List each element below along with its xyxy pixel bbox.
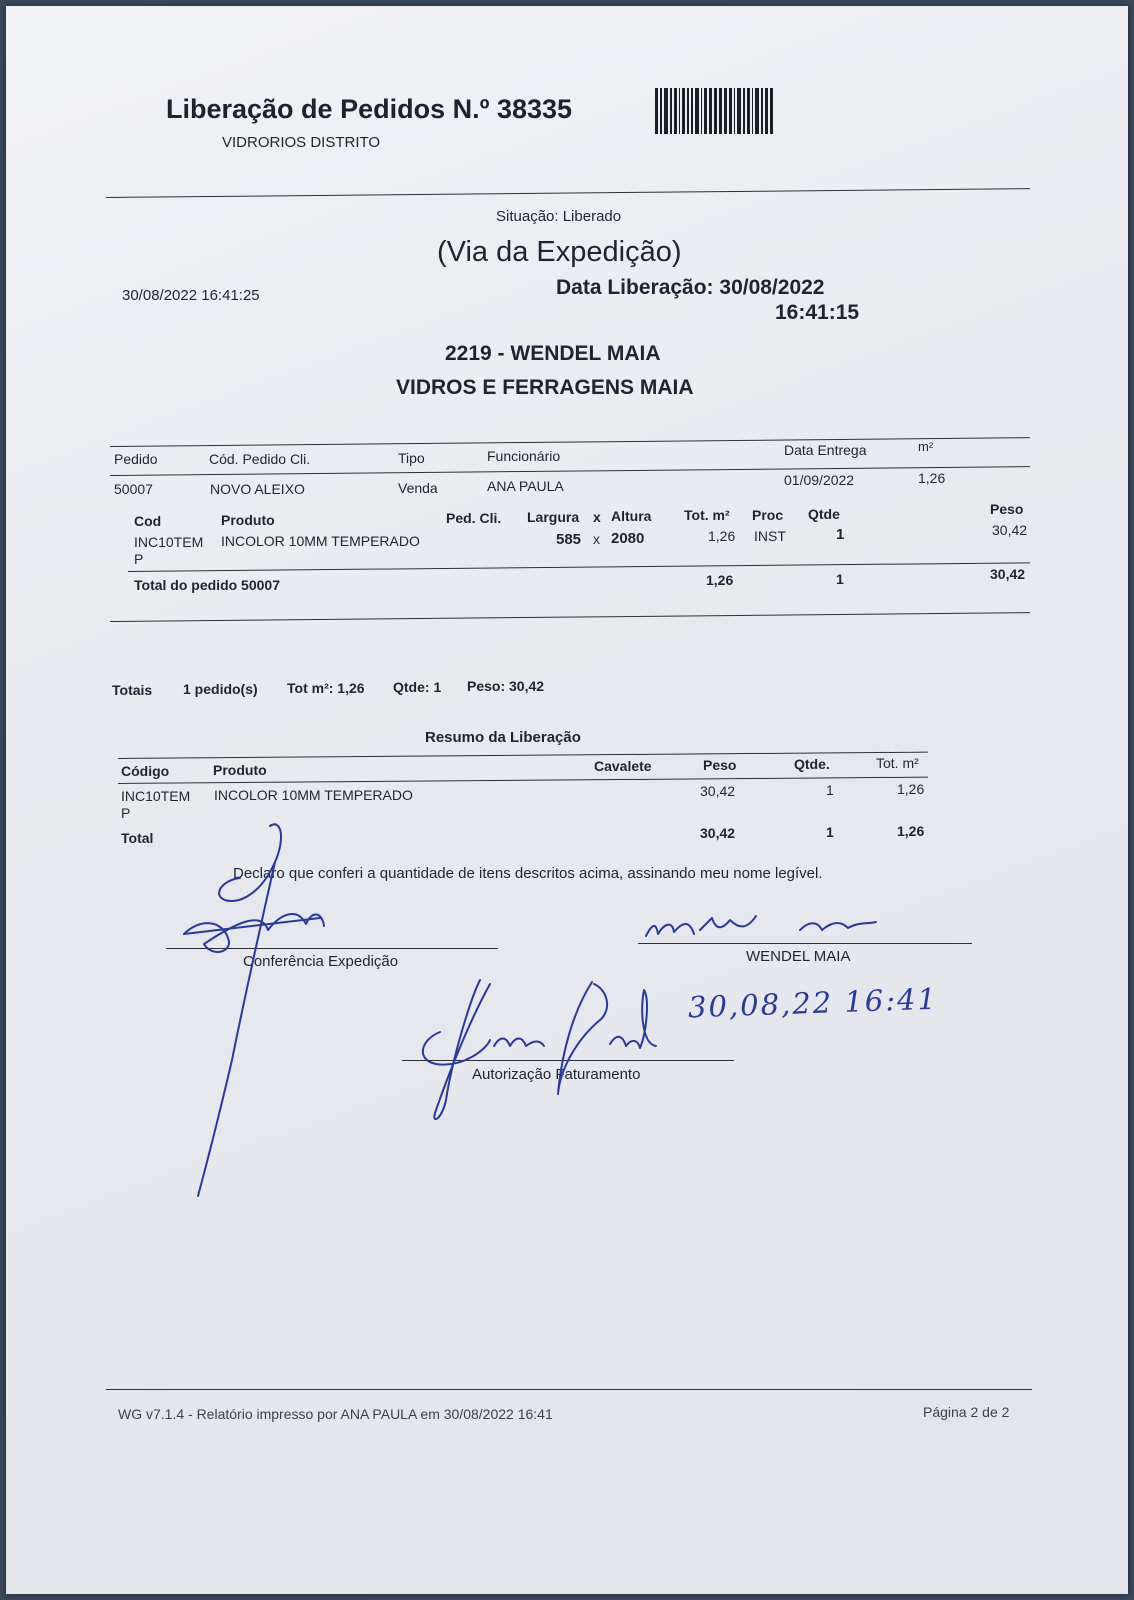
summary-codigo: INC10TEM [121,788,191,804]
totals-m2: Tot m²: 1,26 [287,680,365,696]
client-company: VIDROS E FERRAGENS MAIA [396,376,694,399]
item-cod-cont: P [134,551,144,567]
summary-tot-m2: 1,26 [897,781,925,797]
order-type: Venda [398,480,438,496]
col-tipo: Tipo [398,450,425,466]
conferencia-signature [184,824,324,1196]
order-total-qtde: 1 [836,571,844,587]
order-total-label: Total do pedido 50007 [134,577,280,593]
summary-total-qtde: 1 [826,824,834,840]
items-col-tot-m2: Tot. m² [684,507,730,523]
conferencia-label: Conferência Expedição [243,953,399,970]
item-largura: 585 [556,531,582,548]
totals-label: Totais [112,682,153,698]
item-produto: INCOLOR 10MM TEMPERADO [221,533,420,549]
summary-qtde: 1 [826,782,834,798]
item-peso: 30,42 [992,522,1028,538]
summary-total-peso: 30,42 [700,825,736,841]
footer-page: Página 2 de 2 [923,1404,1010,1420]
client-code-name: 2219 - WENDEL MAIA [445,342,661,365]
col-funcionario: Funcionário [487,448,561,464]
summary-col-produto: Produto [213,762,267,778]
autorizacao-signature [423,980,656,1119]
copy-label: (Via da Expedição) [437,236,682,268]
release-time: 16:41:15 [775,301,860,324]
summary-total-tot-m2: 1,26 [897,823,925,839]
summary-col-cavalete: Cavalete [594,758,652,774]
summary-col-peso: Peso [703,757,737,773]
footer-divider [106,1389,1032,1390]
summary-col-qtde: Qtde. [794,756,830,772]
summary-produto: INCOLOR 10MM TEMPERADO [214,787,413,803]
printed-timestamp: 30/08/2022 16:41:25 [122,287,260,304]
handwritten-date: 30,08,22 16:41 [687,981,939,1025]
items-col-qtde: Qtde [808,506,840,522]
item-tot-m2: 1,26 [708,528,736,544]
document-title: Liberação de Pedidos N.º 38335 [166,94,573,124]
totals-peso: Peso: 30,42 [467,678,545,694]
client-order-code: NOVO ALEIXO [210,481,305,497]
declaration-text: Declaro que conferi a quantidade de itens descritos acima, assinando meu nome legível. [233,865,823,882]
status-text: Situação: Liberado [496,208,622,225]
client-signature-name: WENDEL MAIA [746,948,851,965]
items-col-produto: Produto [221,512,275,528]
col-pedido: Pedido [114,451,158,467]
order-total-peso: 30,42 [990,566,1026,582]
items-col-cod: Cod [134,513,162,529]
company-name: VIDRORIOS DISTRITO [222,134,381,151]
delivery-date: 01/09/2022 [784,472,855,488]
item-proc: INST [754,528,786,544]
col-m2: m² [918,439,934,454]
item-altura: 2080 [611,530,645,547]
footer-report: WG v7.1.4 - Relatório impresso por ANA PAULA em 30/08/2022 16:41 [118,1406,553,1422]
order-m2: 1,26 [918,470,946,486]
item-cod: INC10TEM [134,534,204,550]
release-date: Data Liberação: 30/08/2022 [556,276,825,299]
summary-total-label: Total [121,830,154,846]
items-col-x: x [593,509,601,525]
items-col-ped-cli: Ped. Cli. [446,510,502,526]
item-qtde: 1 [836,526,845,543]
col-data-entrega: Data Entrega [784,442,867,458]
order-number: 50007 [114,481,153,497]
items-col-largura: Largura [527,509,580,525]
summary-col-tot-m2: Tot. m² [876,755,919,771]
items-col-peso: Peso [990,501,1024,517]
col-cod-pedido-cli: Cód. Pedido Cli. [209,451,311,467]
item-x: x [593,531,600,547]
employee-name: ANA PAULA [487,478,564,494]
summary-codigo-cont: P [121,805,131,821]
summary-title: Resumo da Liberação [425,729,581,746]
totals-pedidos: 1 pedido(s) [183,681,258,697]
summary-peso: 30,42 [700,783,736,799]
summary-col-codigo: Código [121,763,170,779]
client-signature [646,916,876,936]
items-col-proc: Proc [752,507,784,523]
items-col-altura: Altura [611,508,652,524]
totals-qtde: Qtde: 1 [393,679,442,695]
autorizacao-label: Autorização Faturamento [472,1066,641,1083]
order-total-m2: 1,26 [706,572,734,588]
